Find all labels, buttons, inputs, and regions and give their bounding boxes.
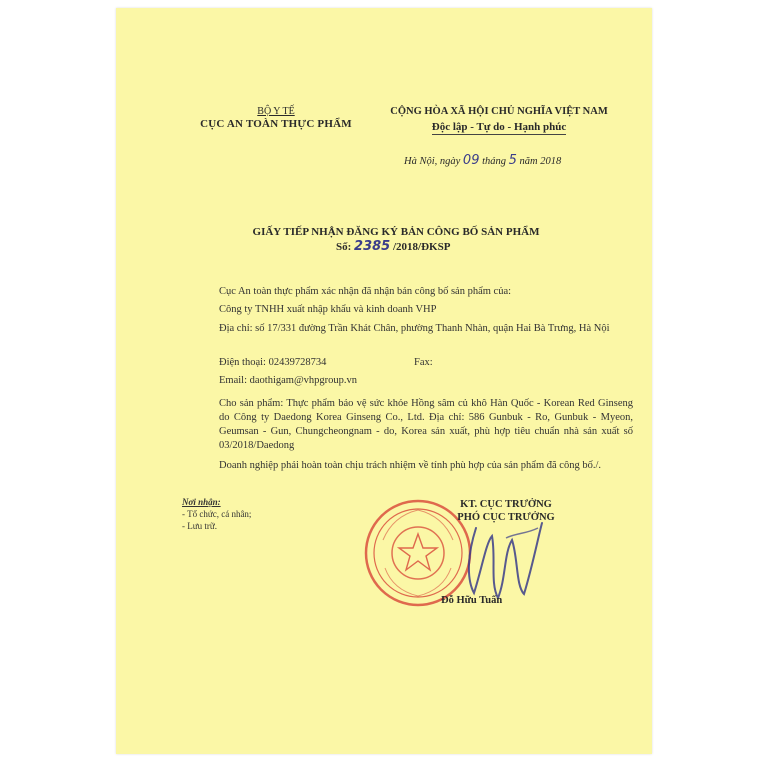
republic-name: CỘNG HÒA XÃ HỘI CHỦ NGHĨA VIỆT NAM	[390, 106, 608, 117]
date-month-label: tháng	[482, 156, 507, 167]
signatory-title-line1: KT. CỤC TRƯỞNG	[460, 499, 552, 510]
company-address: Địa chỉ: số 17/331 đường Trần Khát Chân, phường Thanh Nhàn, quận Hai Bà Trưng, Hà Nội	[219, 323, 610, 334]
date-year: năm 2018	[519, 156, 562, 167]
recipient-item: - Lưu trữ.	[182, 521, 217, 531]
republic-header	[384, 106, 614, 135]
recipients-block	[182, 496, 251, 532]
handwritten-signature	[446, 498, 566, 608]
date-month-handwritten: 5	[508, 153, 517, 168]
company-name: Công ty TNHH xuất nhập khẩu và kinh doanh VHP	[219, 304, 437, 315]
recipient-item: - Tổ chức, cá nhân;	[182, 509, 252, 519]
document-number-label: Số:	[336, 241, 352, 253]
ministry-name: BỘ Y TẾ	[257, 106, 295, 117]
signatory-title-line2: PHÓ CỤC TRƯỞNG	[457, 512, 555, 523]
intro-text: Cục An toàn thực phẩm xác nhận đã nhận bản công bố sản phẩm của:	[219, 286, 512, 297]
national-motto: Độc lập - Tự do - Hạnh phúc	[431, 121, 567, 133]
signer-name: Đỗ Hữu Tuấn	[441, 595, 503, 606]
date-line	[404, 153, 561, 168]
document-number-suffix: /2018/ĐKSP	[392, 241, 451, 253]
recipients-heading: Nơi nhận:	[182, 497, 221, 507]
ministry-header	[176, 106, 376, 130]
date-day-handwritten: 09	[462, 153, 480, 168]
email-address: Email: daothigam@vhpgroup.vn	[219, 375, 357, 386]
date-place: Hà Nội, ngày	[404, 156, 461, 167]
product-description: Cho sản phẩm: Thực phẩm bảo vệ sức khỏe Hồng sâm củ khô Hàn Quốc - Korean Red Ginseng do Công ty Daedong Korea Ginseng Co., Ltd. Địa chỉ: 586 Gunbuk - Ro, Gunbuk - Myeon, Geumsan - Gun, Chungcheongnam - do, Korea sản xuất, phù hợp tiêu chuẩn nhà sản xuất số 03/2018/Daedong	[219, 398, 633, 451]
phone-number: Điện thoại: 02439728734	[219, 357, 327, 368]
department-name: CỤC AN TOÀN THỰC PHẨM	[200, 118, 352, 130]
document-number-handwritten: 2385	[354, 239, 391, 254]
fax-label: Fax:	[414, 357, 433, 368]
document-title: GIẤY TIẾP NHẬN ĐĂNG KÝ BẢN CÔNG BỐ SẢN PHẨM	[252, 226, 540, 238]
document-number	[336, 239, 450, 254]
responsibility-statement: Doanh nghiệp phải hoàn toàn chịu trách nhiệm về tính phù hợp của sản phẩm đã công bố./.	[219, 460, 601, 471]
document-page	[116, 8, 652, 754]
